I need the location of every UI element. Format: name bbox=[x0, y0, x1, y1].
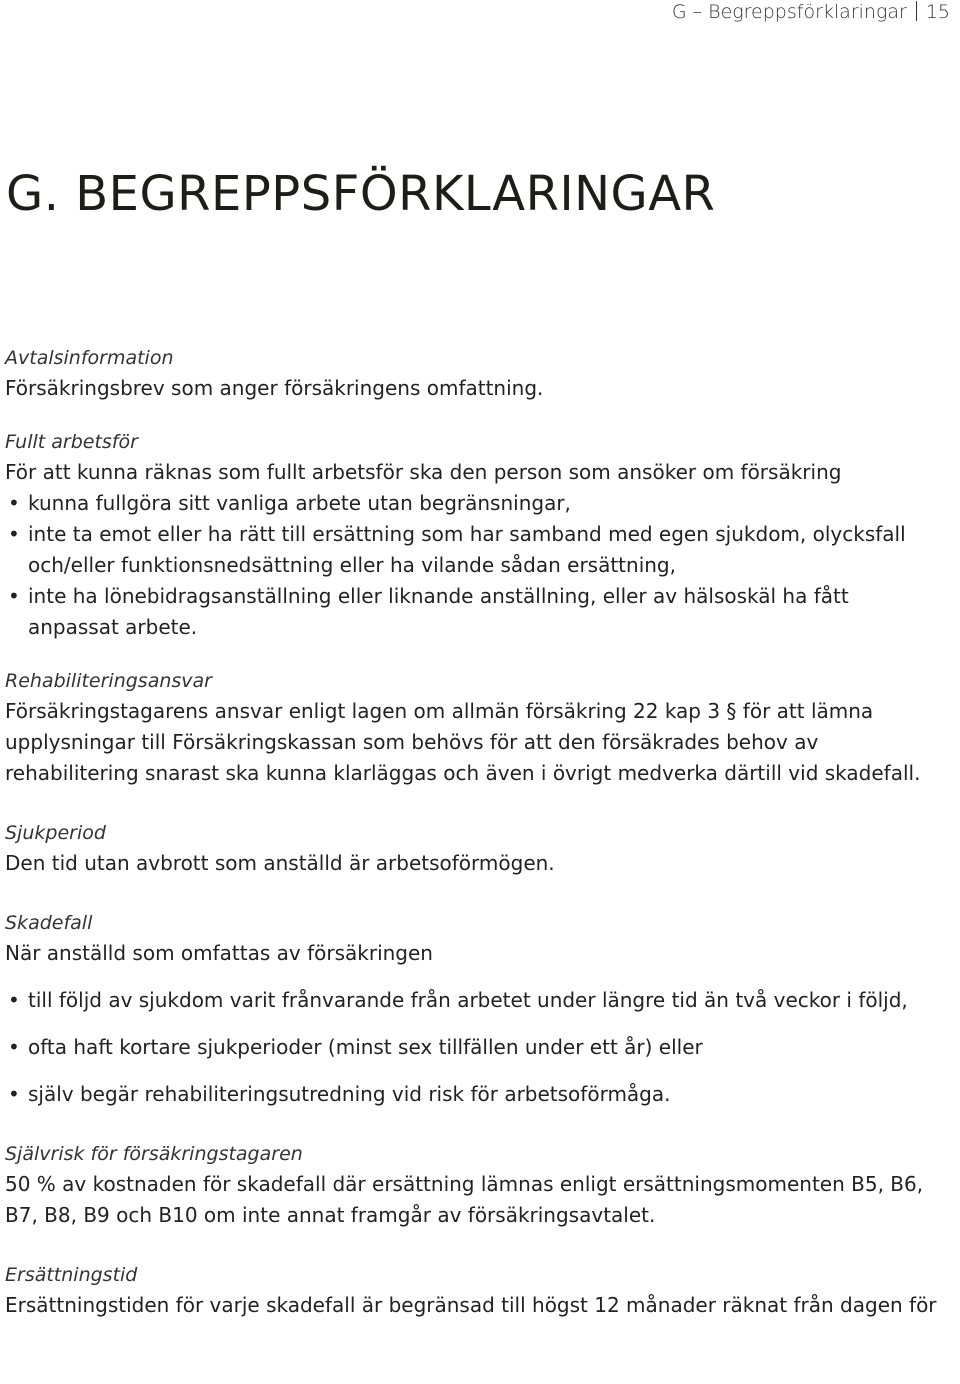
term-heading: Rehabiliteringsansvar bbox=[5, 670, 212, 692]
definition-sjukperiod bbox=[5, 818, 940, 879]
term-description: Den tid utan avbrott som anställd är arbetsoförmögen. bbox=[5, 851, 555, 875]
bullet-icon: • bbox=[8, 1035, 20, 1059]
term-heading: Skadefall bbox=[5, 912, 93, 934]
bullet-icon: • bbox=[8, 522, 20, 546]
term-heading: Sjukperiod bbox=[5, 822, 106, 844]
term-heading: Avtalsinformation bbox=[5, 347, 174, 369]
criteria-list bbox=[5, 488, 940, 643]
definition-skadefall bbox=[5, 908, 940, 1110]
definition-avtalsinformation bbox=[5, 343, 940, 404]
definition-fullt-arbetsfor bbox=[5, 427, 940, 643]
definition-ersattningstid bbox=[5, 1260, 940, 1321]
term-description: Försäkringsbrev som anger försäkringens omfattning. bbox=[5, 376, 544, 400]
list-item: • ofta haft kortare sjukperioder (minst sex tillfällen under ett år) eller bbox=[5, 1032, 940, 1063]
term-description: När anställd som omfattas av försäkringen bbox=[5, 941, 433, 965]
term-description: Ersättningstiden för varje skadefall är begränsad till högst 12 månader räknat från dagen för bbox=[5, 1293, 937, 1317]
term-description: För att kunna räknas som fullt arbetsför ska den person som ansöker om försäkring bbox=[5, 460, 842, 484]
bullet-icon: • bbox=[8, 584, 20, 608]
list-item: • till följd av sjukdom varit frånvarande från arbetet under längre tid än två veckor i följd, bbox=[5, 985, 940, 1016]
header-section: G – Begreppsförklaringar bbox=[671, 1, 907, 23]
bullet-icon: • bbox=[8, 491, 20, 515]
term-heading: Ersättningstid bbox=[5, 1264, 138, 1286]
term-description: Försäkringstagarens ansvar enligt lagen om allmän försäkring 22 kap 3 § för att lämna upplysningar till Försäkringskassan som behövs för att den försäkrades behov av rehabilitering snarast ska kunna klarläggas och även i övrigt medverka därtill vid skadefall. bbox=[5, 699, 921, 785]
list-item: • inte ta emot eller ha rätt till ersättning som har samband med egen sjukdom, olycksfall och/eller funktionsnedsättning eller ha vilande sådan ersättning, bbox=[5, 519, 940, 581]
page-number: 15 bbox=[925, 1, 950, 23]
term-heading: Självrisk för försäkringstagaren bbox=[5, 1143, 303, 1165]
definitions-list bbox=[5, 343, 940, 1350]
list-item: • kunna fullgöra sitt vanliga arbete utan begränsningar, bbox=[5, 488, 940, 519]
page-title: G. BEGREPPSFÖRKLARINGAR bbox=[6, 166, 716, 222]
header-divider bbox=[916, 1, 917, 21]
definition-rehabiliteringsansvar bbox=[5, 666, 940, 789]
bullet-icon: • bbox=[8, 1082, 20, 1106]
term-heading: Fullt arbetsför bbox=[5, 431, 138, 453]
running-header bbox=[672, 0, 950, 24]
definition-sjalvrisk bbox=[5, 1139, 940, 1231]
bullet-icon: • bbox=[8, 988, 20, 1012]
term-description: 50 % av kostnaden för skadefall där ersättning lämnas enligt ersättningsmomenten B5, B6, B7, B8, B9 och B10 om inte annat framgår av försäkringsavtalet. bbox=[5, 1172, 924, 1227]
list-item: • inte ha lönebidragsanställning eller liknande anställning, eller av hälsoskäl ha fått anpassat arbete. bbox=[5, 581, 940, 643]
criteria-list bbox=[5, 985, 940, 1110]
list-item: • själv begär rehabiliteringsutredning vid risk för arbetsoförmåga. bbox=[5, 1079, 940, 1110]
